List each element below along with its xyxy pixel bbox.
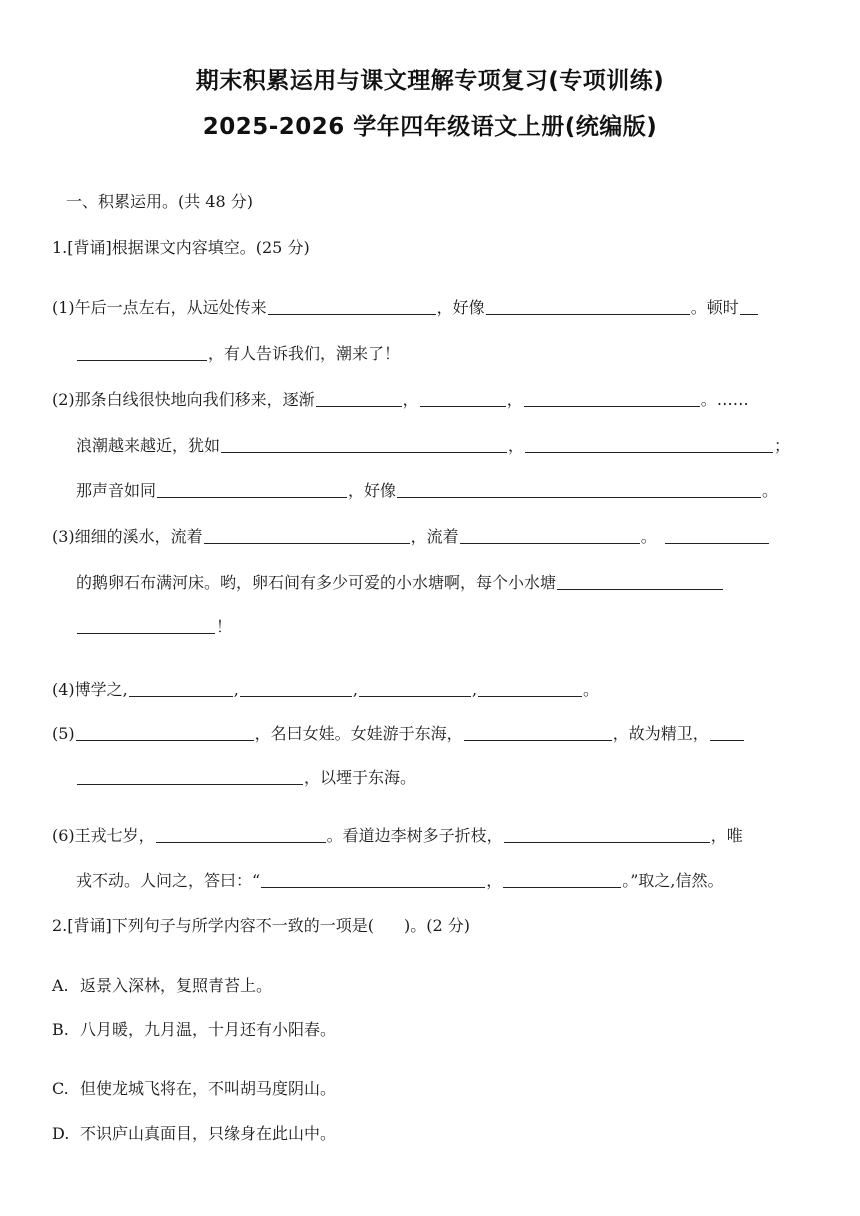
answer-blank[interactable] xyxy=(464,724,612,741)
q1-item-4 xyxy=(52,680,599,700)
answer-blank[interactable] xyxy=(420,390,506,407)
q1-item-3-line3 xyxy=(76,617,232,637)
separator: , xyxy=(233,680,239,699)
q1-item-2-line2 xyxy=(76,436,790,456)
q1-item-6-line1 xyxy=(52,826,743,846)
answer-blank[interactable] xyxy=(710,724,744,741)
answer-blank[interactable] xyxy=(524,390,700,407)
q1-item-2-line3 xyxy=(76,481,778,501)
section-heading: 一、积累运用。(共 48 分) xyxy=(66,192,254,211)
q1-item-6-text-a: (6)王戎七岁， xyxy=(52,826,155,845)
q1-item-2-line1 xyxy=(52,390,749,410)
sentence-end: 。 xyxy=(640,527,657,546)
q1-item-5-line1 xyxy=(52,724,745,744)
question-2-stem-a: 2.[背诵]下列句子与所学内容不一致的一项是( xyxy=(52,916,374,935)
answer-blank[interactable] xyxy=(460,527,640,544)
answer-blank[interactable] xyxy=(204,527,410,544)
q1-item-2-text-c: 那声音如同 xyxy=(76,481,157,500)
answer-blank[interactable] xyxy=(129,680,233,697)
option-text: 八月暖，九月温，十月还有小阳春。 xyxy=(80,1020,337,1039)
sentence-end: 。 xyxy=(583,680,600,699)
q1-item-5-text-d: ，以堙于东海。 xyxy=(304,768,417,787)
q1-item-6-line2 xyxy=(76,871,723,891)
separator: ， xyxy=(486,871,503,890)
answer-blank[interactable] xyxy=(157,481,347,498)
q1-item-1-text-c: 。顿时 xyxy=(690,298,739,317)
answer-blank[interactable] xyxy=(221,436,507,453)
question-2-stem-b: )。(2 分) xyxy=(404,916,470,935)
answer-blank[interactable] xyxy=(76,724,254,741)
option-letter: D. xyxy=(52,1124,70,1143)
q1-item-4-text-a: (4)博学之, xyxy=(52,680,128,699)
sentence-end: 。 xyxy=(762,481,779,500)
option-c xyxy=(52,1079,336,1099)
answer-blank[interactable] xyxy=(77,617,215,634)
question-1-stem: 1.[背诵]根据课文内容填空。(25 分) xyxy=(52,238,310,257)
answer-blank[interactable] xyxy=(156,826,326,843)
answer-blank[interactable] xyxy=(486,298,690,315)
q1-item-3-text-a: (3)细细的溪水，流着 xyxy=(52,527,203,546)
answer-blank[interactable] xyxy=(77,768,303,785)
q1-item-1-line2 xyxy=(76,344,400,364)
answer-blank[interactable] xyxy=(77,344,207,361)
answer-blank[interactable] xyxy=(525,436,773,453)
answer-blank[interactable] xyxy=(503,871,621,888)
document-title-line2: 2025-2026 学年四年级语文上册(统编版) xyxy=(202,114,658,140)
answer-blank[interactable] xyxy=(240,680,352,697)
q1-item-6-text-f: 。”取之,信然。 xyxy=(622,871,724,890)
option-letter: B. xyxy=(52,1020,69,1039)
q1-item-1-text-b: ，好像 xyxy=(436,298,485,317)
q1-item-6-text-c: ，唯 xyxy=(710,826,743,845)
option-letter: C. xyxy=(52,1079,69,1098)
separator: , xyxy=(352,680,358,699)
q1-item-3-line2 xyxy=(76,573,724,593)
q1-item-2-text-b: 浪潮越来越近，犹如 xyxy=(76,436,221,455)
q1-item-3-text-c: 的鹅卵石布满河床。哟，卵石间有多少可爱的小水塘啊，每个小水塘 xyxy=(76,573,557,592)
answer-blank[interactable] xyxy=(359,680,471,697)
sentence-end: 。…… xyxy=(700,390,749,409)
q1-item-5-text-b: ，名曰女娃。女娃游于东海， xyxy=(254,724,463,743)
option-b xyxy=(52,1020,336,1040)
q1-item-6-text-b: 。看道边李树多子折枝， xyxy=(326,826,503,845)
q1-item-5-text-c: ，故为精卫， xyxy=(612,724,709,743)
option-letter: A. xyxy=(52,976,69,995)
separator: , xyxy=(471,680,478,699)
option-text: 返景入深林，复照青苔上。 xyxy=(80,976,273,995)
answer-blank[interactable] xyxy=(665,527,769,544)
answer-blank[interactable] xyxy=(316,390,402,407)
answer-blank[interactable] xyxy=(268,298,436,315)
sentence-end: ； xyxy=(774,436,791,455)
question-2-stem xyxy=(52,916,470,936)
answer-blank[interactable] xyxy=(504,826,710,843)
answer-blank[interactable] xyxy=(740,298,758,315)
separator: ， xyxy=(506,390,523,409)
separator: ， xyxy=(508,436,525,455)
answer-blank[interactable] xyxy=(557,573,723,590)
answer-blank[interactable] xyxy=(478,680,582,697)
sentence-end: ！ xyxy=(216,617,233,636)
q1-item-5-text-a: (5) xyxy=(52,724,75,743)
q1-item-2-text-a: (2)那条白线很快地向我们移来，逐渐 xyxy=(52,390,315,409)
option-d xyxy=(52,1124,336,1144)
option-text: 不识庐山真面目，只缘身在此山中。 xyxy=(80,1124,337,1143)
option-a xyxy=(52,976,272,996)
q1-item-1-line1 xyxy=(52,298,759,318)
q1-item-3-line1 xyxy=(52,527,770,547)
document-title-line1: 期末积累运用与课文理解专项复习(专项训练) xyxy=(195,68,665,94)
option-text: 但使龙城飞将在，不叫胡马度阴山。 xyxy=(80,1079,337,1098)
answer-blank[interactable] xyxy=(397,481,761,498)
q1-item-6-text-d: 戎不动。人问之，答曰：“ xyxy=(76,871,261,890)
q1-item-3-text-b: ，流着 xyxy=(410,527,459,546)
q1-item-1-text-a: (1)午后一点左右，从远处传来 xyxy=(52,298,267,317)
separator: ， xyxy=(402,390,419,409)
q1-item-2-text-d: ，好像 xyxy=(348,481,397,500)
q1-item-5-line2 xyxy=(76,768,416,788)
q1-item-1-text-d: ，有人告诉我们，潮来了！ xyxy=(208,344,401,363)
answer-blank[interactable] xyxy=(261,871,485,888)
